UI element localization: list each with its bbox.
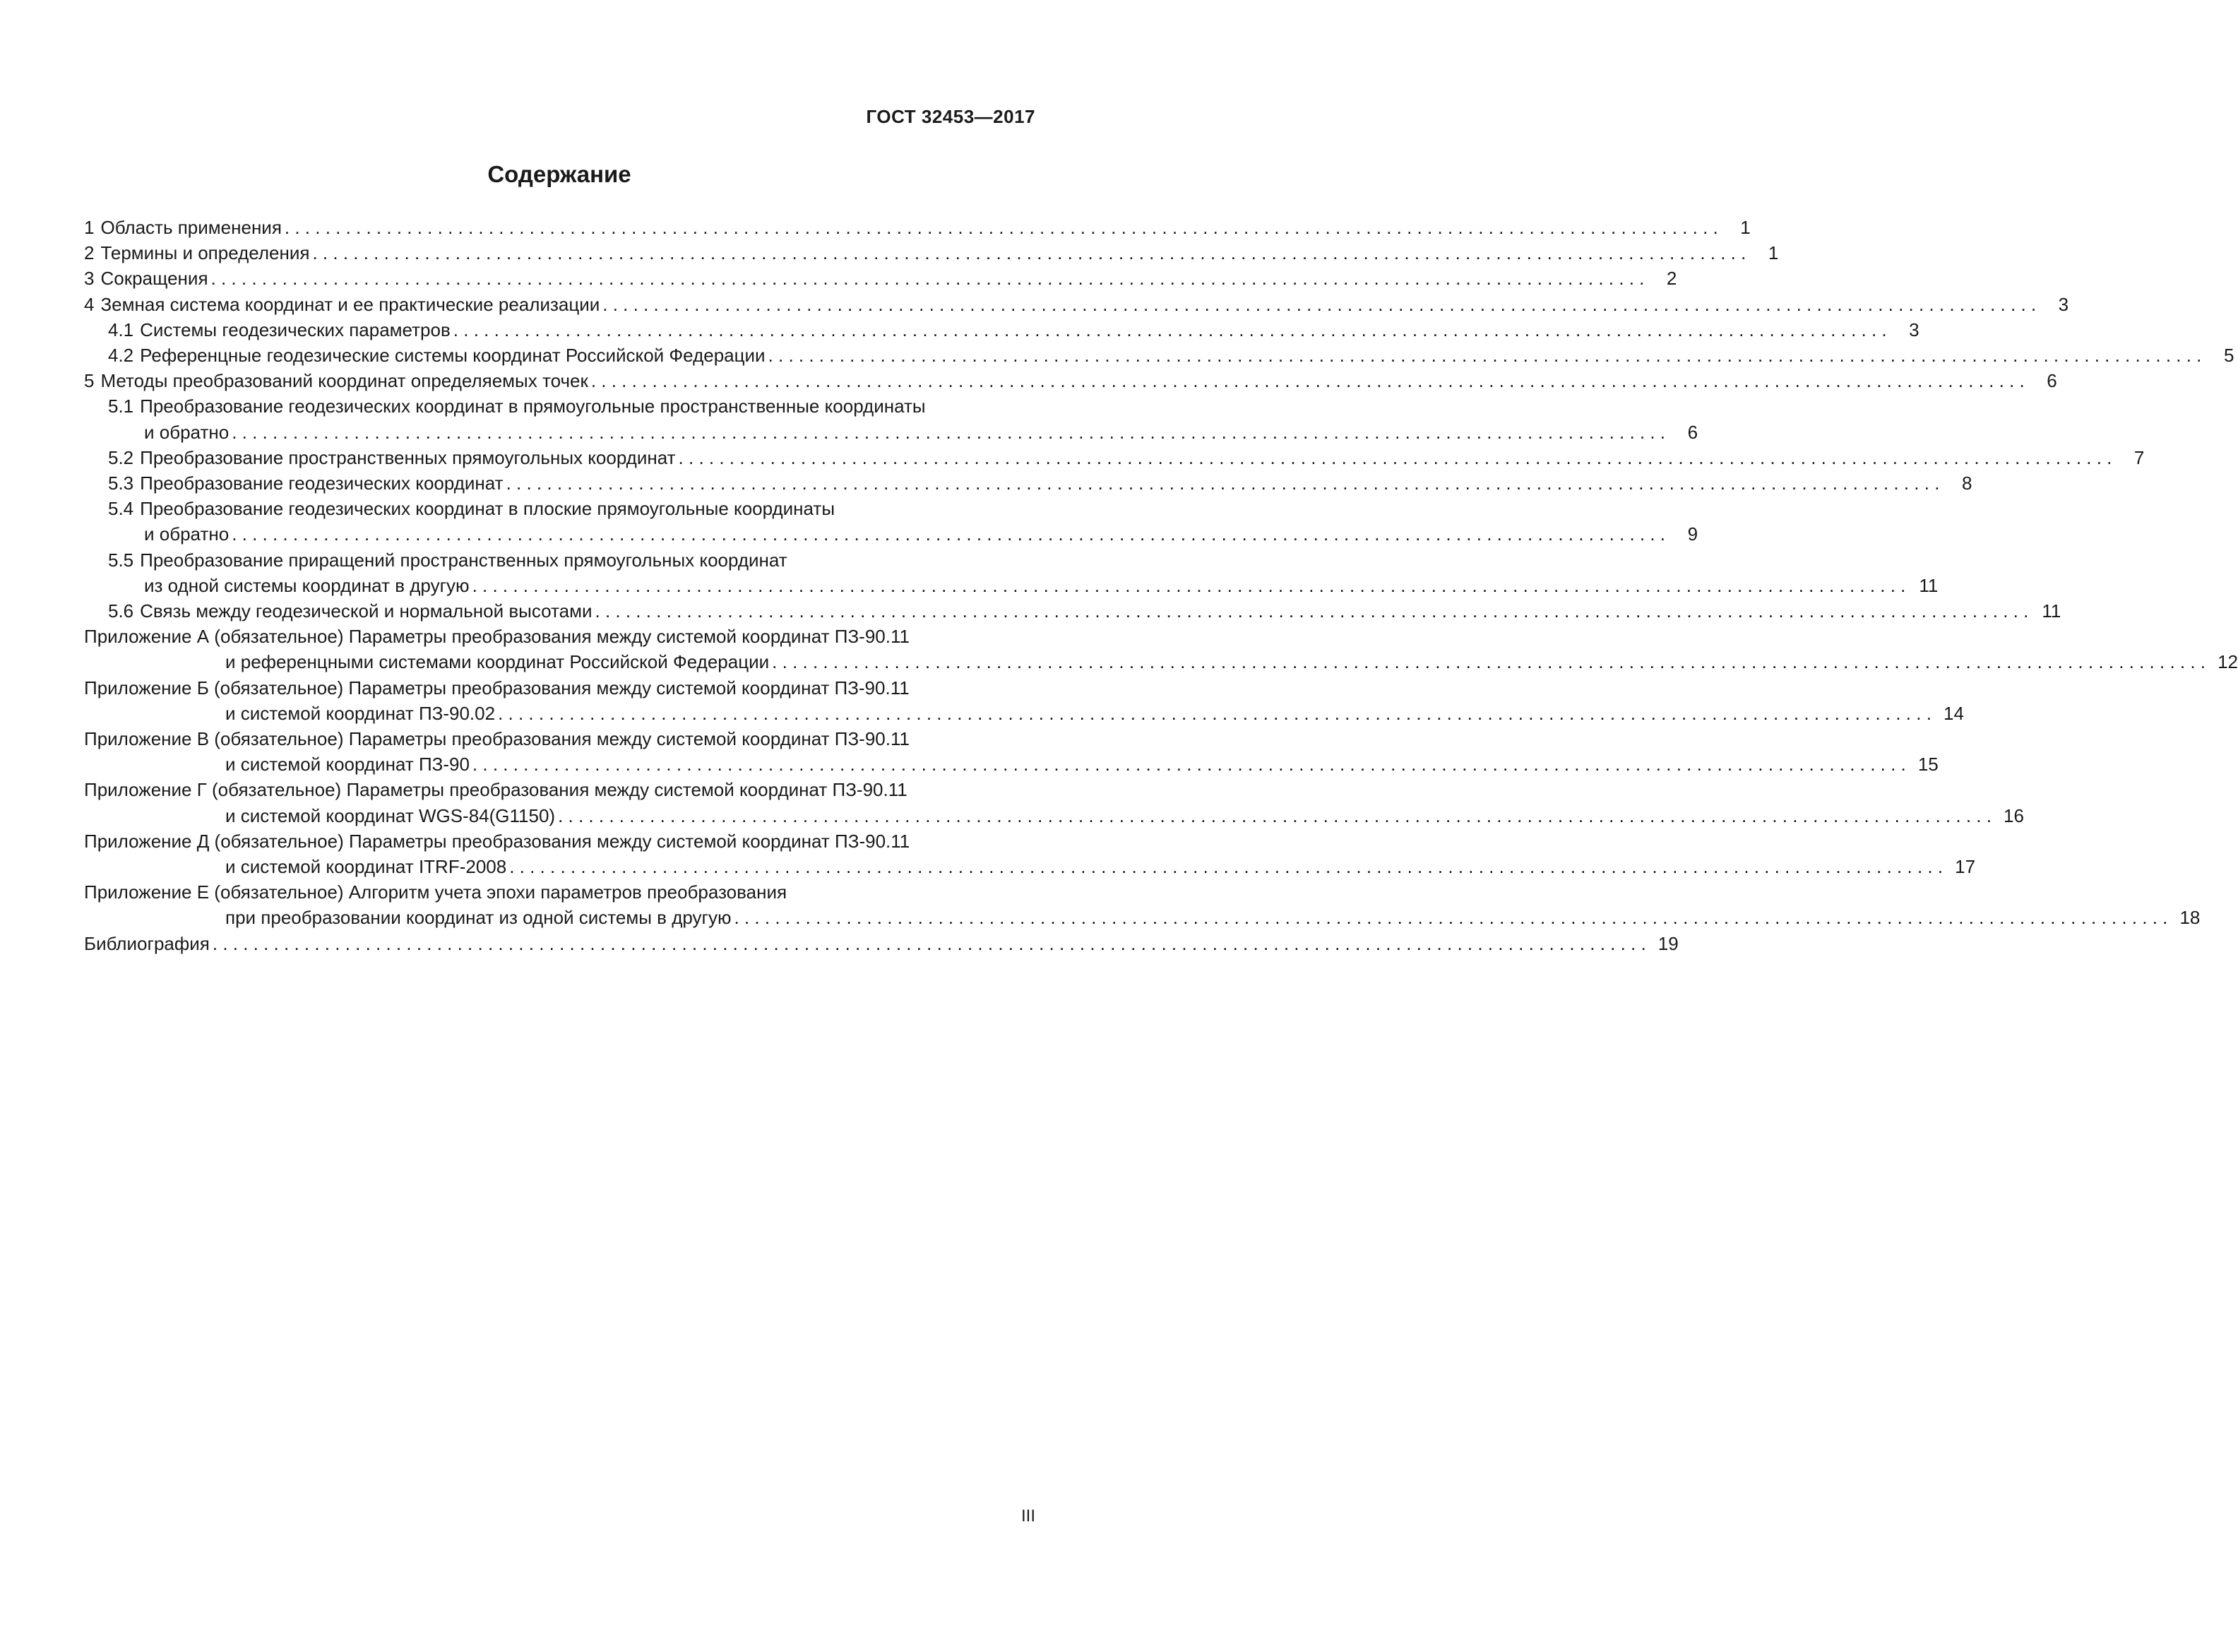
toc-entry-title-cont: и системой координат ПЗ-90.02 xyxy=(225,702,496,724)
toc-entry-number: 5.2 xyxy=(108,446,134,468)
toc-entry-title: Системы геодезических параметров xyxy=(140,319,451,340)
dot-leader xyxy=(679,445,2112,470)
toc-entry[interactable] xyxy=(84,317,1919,343)
dot-leader xyxy=(211,266,1645,291)
toc-entry-continuation[interactable] xyxy=(84,803,2024,828)
dot-leader xyxy=(285,215,1718,240)
dot-leader xyxy=(734,905,2168,930)
toc-entry-number: 4 xyxy=(84,293,95,315)
toc-entry-title: Преобразование приращений пространственных прямоугольных координат xyxy=(140,549,787,571)
toc-entry-title: Приложение В (обязательное) Параметры преобразования между системой координат ПЗ-90.11 xyxy=(84,728,910,750)
dot-leader xyxy=(312,240,1746,266)
toc-entry-number: 5.1 xyxy=(108,396,134,417)
toc-entry-page: 18 xyxy=(2179,907,2201,929)
dot-leader xyxy=(498,701,1932,726)
dot-leader xyxy=(453,317,1887,343)
toc-entry[interactable] xyxy=(84,368,2057,393)
toc-entry-number: 1 xyxy=(84,217,95,238)
toc-bibliography[interactable] xyxy=(84,931,1679,956)
toc-entry[interactable] xyxy=(84,266,1677,291)
dot-leader xyxy=(232,420,1665,445)
toc-entry-title: Преобразование геодезических координат в плоские прямоугольные координаты xyxy=(140,498,835,520)
toc-entry-number: 5.3 xyxy=(108,473,134,494)
toc-entry-page: 5 xyxy=(2223,345,2234,367)
toc-entry-title: Приложение Д (обязательное) Параметры преобразования между системой координат ПЗ-90.11 xyxy=(84,830,910,852)
toc-entry-title-cont: и системой координат ITRF-2008 xyxy=(225,856,507,878)
toc-entry-title: Преобразование пространственных прямоугольных координат xyxy=(140,446,676,468)
toc-entry-title: Приложение Г (обязательное) Параметры преобразования между системой координат ПЗ-90.11 xyxy=(84,779,907,801)
dot-leader xyxy=(591,368,2025,393)
toc-entry-title-cont: и обратно xyxy=(144,421,230,443)
toc-entry-title: Область применения xyxy=(100,217,282,238)
page-number: III xyxy=(1020,1507,1035,1526)
toc-entry-title-cont: при преобразовании координат из одной системы в другую xyxy=(225,907,732,929)
toc-entry-title: Сокращения xyxy=(100,268,208,290)
toc-entry-page: 7 xyxy=(2133,446,2145,468)
toc-appendix-b[interactable] xyxy=(84,675,1035,701)
toc-entry-number: 2 xyxy=(84,242,95,264)
toc-entry-title-cont: из одной системы координат в другую xyxy=(144,574,470,596)
toc-entry-number: 5.4 xyxy=(108,498,134,520)
toc-entry-page: 12 xyxy=(2218,651,2238,673)
toc-entry-page: 8 xyxy=(1961,473,1972,494)
toc-entry[interactable] xyxy=(84,598,2061,624)
toc-entry[interactable] xyxy=(84,496,1035,521)
toc-entry-title: Преобразование геодезических координат xyxy=(140,473,504,494)
toc-entry-page: 6 xyxy=(2047,370,2057,392)
toc-entry-title: Земная система координат и ее практические реализации xyxy=(100,293,600,315)
table-of-contents xyxy=(84,215,2238,956)
toc-entry-title: Приложение Е (обязательное) Алгоритм учета эпохи параметров преобразования xyxy=(84,881,787,903)
toc-entry-number: 5.5 xyxy=(108,549,134,571)
toc-title: Содержание xyxy=(487,161,631,187)
dot-leader xyxy=(602,292,2036,317)
dot-leader xyxy=(558,803,1992,828)
toc-entry-continuation[interactable] xyxy=(84,573,1939,598)
toc-appendix-d[interactable] xyxy=(84,828,1035,854)
toc-appendix-a[interactable] xyxy=(84,624,1035,649)
toc-entry-number: 3 xyxy=(84,268,95,290)
dot-leader xyxy=(232,521,1665,547)
toc-entry-title: Библиография xyxy=(84,932,210,954)
toc-appendix-e[interactable] xyxy=(84,879,1035,905)
dot-leader xyxy=(472,751,1906,777)
toc-entry-page: 3 xyxy=(2058,293,2069,315)
toc-entry-number: 5.6 xyxy=(108,600,134,622)
toc-entry-page: 1 xyxy=(1768,242,1779,264)
toc-entry[interactable] xyxy=(84,292,2069,317)
toc-entry-continuation[interactable] xyxy=(84,420,1698,445)
toc-appendix-g[interactable] xyxy=(84,777,1035,802)
toc-entry-title: Термины и определения xyxy=(100,242,310,264)
toc-entry-number: 4.2 xyxy=(108,345,134,367)
toc-entry-page: 2 xyxy=(1666,268,1677,290)
dot-leader xyxy=(768,343,2202,368)
toc-entry-title: Приложение Б (обязательное) Параметры преобразования между системой координат ПЗ-90.11 xyxy=(84,677,910,699)
toc-entry-page: 6 xyxy=(1687,421,1698,443)
toc-entry-page: 14 xyxy=(1944,702,1964,724)
toc-appendix-v[interactable] xyxy=(84,726,1035,751)
toc-entry-continuation[interactable] xyxy=(84,649,2238,675)
toc-entry-title-cont: и обратно xyxy=(144,523,230,545)
toc-entry-title-cont: и системой координат ПЗ-90 xyxy=(225,754,470,776)
toc-entry-title: Приложение А (обязательное) Параметры преобразования между системой координат ПЗ-90.11 xyxy=(84,626,910,648)
toc-entry-title-cont: и референцными системами координат Российской Федерации xyxy=(225,651,770,673)
toc-entry[interactable] xyxy=(84,470,1972,496)
toc-entry[interactable] xyxy=(84,240,1779,266)
toc-entry-number: 5 xyxy=(84,370,95,392)
dot-leader xyxy=(595,598,2029,624)
toc-entry[interactable] xyxy=(84,393,1035,419)
toc-entry-page: 3 xyxy=(1909,319,1919,340)
toc-entry-page: 11 xyxy=(1919,574,1939,596)
toc-entry-continuation[interactable] xyxy=(84,701,1964,726)
dot-leader xyxy=(213,931,1646,956)
toc-entry[interactable] xyxy=(84,343,2234,368)
toc-entry-page: 19 xyxy=(1657,932,1679,954)
toc-entry[interactable] xyxy=(84,215,1751,240)
toc-entry-number: 4.1 xyxy=(108,319,134,340)
dot-leader xyxy=(772,649,2206,675)
toc-entry-title: Связь между геодезической и нормальной высотами xyxy=(140,600,593,622)
toc-entry-page: 9 xyxy=(1687,523,1698,545)
dot-leader xyxy=(472,573,1906,598)
toc-entry-continuation[interactable] xyxy=(84,521,1698,547)
toc-entry-continuation[interactable] xyxy=(84,751,1939,777)
toc-entry-page: 15 xyxy=(1917,754,1939,776)
toc-entry-title: Референцные геодезические системы координат Российской Федерации xyxy=(140,345,766,367)
dot-leader xyxy=(509,854,1943,879)
toc-entry-page: 1 xyxy=(1740,217,1751,238)
toc-entry-page: 16 xyxy=(2004,804,2024,826)
toc-entry-title: Методы преобразований координат определяемых точек xyxy=(100,370,588,392)
toc-entry[interactable] xyxy=(84,547,1035,573)
toc-entry-continuation[interactable] xyxy=(84,905,2201,930)
toc-entry[interactable] xyxy=(84,445,2145,470)
toc-entry-page: 17 xyxy=(1955,856,1976,878)
dot-leader xyxy=(506,470,1940,496)
toc-entry-title-cont: и системой координат WGS-84(G1150) xyxy=(225,804,556,826)
toc-entry-title: Преобразование геодезических координат в прямоугольные пространственные координаты xyxy=(140,396,926,417)
document-code: ГОСТ 32453—2017 xyxy=(866,106,1035,127)
toc-entry-page: 11 xyxy=(2042,600,2061,622)
toc-entry-continuation[interactable] xyxy=(84,854,1976,879)
